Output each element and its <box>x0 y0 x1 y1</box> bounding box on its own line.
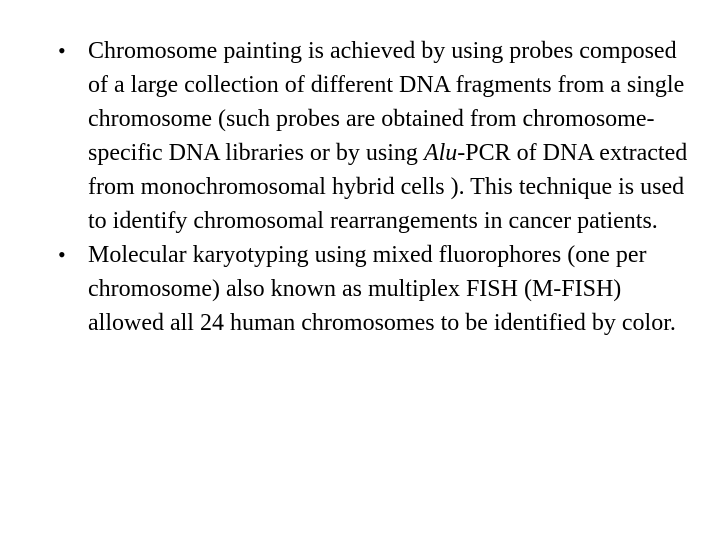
bullet-text-part: -PCR of DNA extracted from monochromosomal hybrid cells ). This technique is used to identify chromosomal rearrangements in cancer patients. <box>88 140 688 234</box>
bullet-text: Molecular karyotyping using mixed fluorophores (one per chromosome) also known as multiplex FISH (M-FISH) allowed all 24 human chromosomes to be identified by color. <box>88 242 676 336</box>
bullet-list <box>58 34 690 340</box>
bullet-item-chromosome-painting <box>58 34 690 238</box>
bullet-text <box>88 34 690 238</box>
bullet-marker: • <box>58 242 66 267</box>
bullet-text-part: Chromosome painting is achieved by using probes composed of a large collection of different DNA fragments from a single chromosome (such probes are obtained from chromosome-specific DNA libraries or by using <box>88 38 685 166</box>
bullet-marker: • <box>58 38 66 63</box>
bullet-item-molecular-karyotyping <box>58 238 690 340</box>
bullet-text-italic: Alu <box>423 140 458 166</box>
